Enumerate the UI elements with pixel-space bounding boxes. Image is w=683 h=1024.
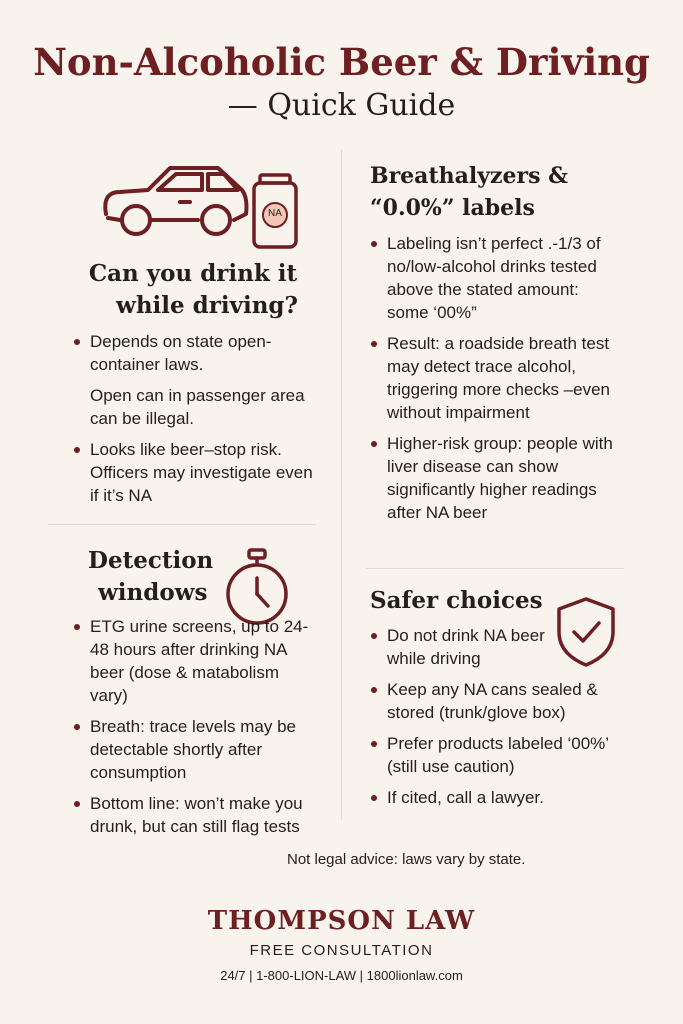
disclaimer: Not legal advice: laws vary by state.	[287, 851, 526, 868]
list-item: Open can in passenger area can be illegal.	[90, 386, 305, 428]
page-subtitle: — Quick Guide	[227, 88, 456, 123]
breathalyzers-heading-line2: “0.0%” labels	[370, 195, 535, 221]
breathalyzers-heading-line1: Breathalyzers &	[370, 163, 568, 189]
drinking-list	[74, 330, 314, 515]
list-item: Higher-risk group: people with liver disease can show significantly higher readings after NA beer	[371, 432, 625, 524]
section-divider-right	[366, 568, 624, 569]
detection-heading-line2: windows	[98, 579, 208, 606]
list-item: Looks like beer–stop risk. Officers may investigate even if it’s NA	[74, 438, 314, 507]
drinking-heading-line1: Can you drink it	[88, 260, 298, 287]
drinking-heading-line2: while driving?	[116, 292, 298, 319]
breathalyzers-heading	[370, 160, 630, 224]
list-item: Result: a roadside breath test may detect trace alcohol, triggering more checks –even without impairment	[371, 332, 625, 424]
safer-heading: Safer choices	[370, 587, 543, 614]
page-title: Non-Alcoholic Beer & Driving	[33, 40, 650, 84]
car-icon	[98, 162, 250, 244]
list-item: Keep any NA cans sealed & stored (trunk/glove box)	[371, 678, 625, 724]
detection-heading	[88, 545, 238, 609]
safer-list	[371, 624, 625, 817]
list-item: Breath: trace levels may be detectable shortly after consumption	[74, 715, 310, 784]
list-item: ETG urine screens, up to 24-48 hours after drinking NA beer (dose & matabolism vary)	[74, 615, 310, 707]
detection-heading-line1: Detection	[88, 547, 214, 574]
detection-list	[74, 615, 310, 846]
free-consultation: FREE CONSULTATION	[249, 942, 434, 959]
list-item: Bottom line: won’t make you drunk, but can still flag tests	[74, 792, 310, 838]
list-item: Do not drink NA beer while driving	[371, 624, 557, 670]
list-item: Prefer products labeled ‘00%’ (still use caution)	[371, 732, 625, 778]
list-item: Labeling isn’t perfect .-1/3 of no/low-alcohol drinks tested above the stated amount: some ‘00%”	[371, 232, 625, 324]
drinking-heading	[48, 258, 338, 322]
na-can-label: NA	[268, 208, 282, 219]
list-item: Depends on state open-container laws.	[74, 330, 314, 376]
breathalyzers-list	[371, 232, 625, 532]
section-divider-left	[48, 524, 316, 525]
contact-info: 24/7 | 1-800-LION-LAW | 1800lionlaw.com	[220, 968, 463, 983]
list-item: If cited, call a lawyer.	[371, 786, 625, 809]
firm-name: THOMPSON LAW	[207, 906, 476, 936]
column-divider	[341, 150, 342, 820]
